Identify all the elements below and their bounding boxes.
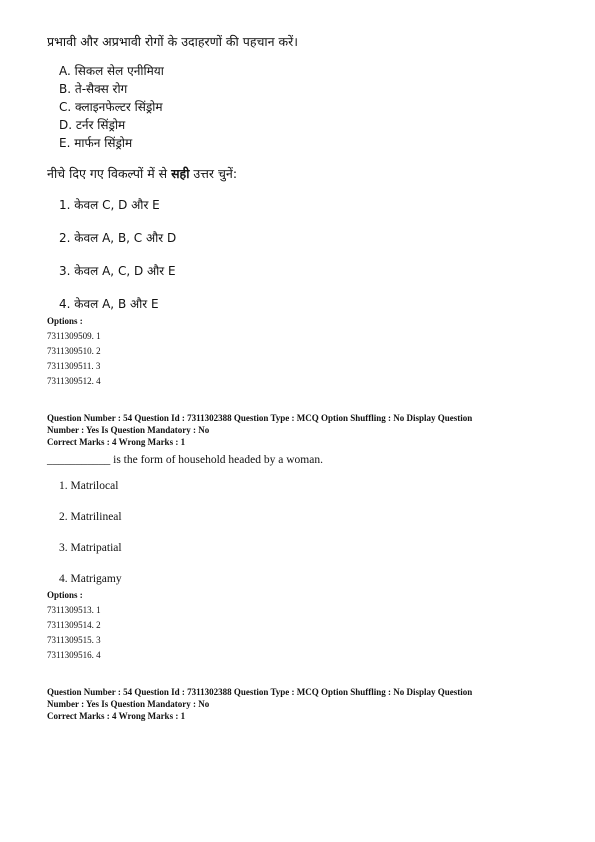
options-header: Options :	[47, 590, 83, 600]
header-line-1: Question Number : 54 Question Id : 7311302388 Question Type : MCQ Option Shuffling : No Display Question	[47, 687, 473, 697]
select-instruction	[47, 165, 237, 182]
item-d: D. टर्नर सिंड्रोम	[59, 118, 126, 132]
item-c: C. क्लाइनफेल्टर सिंड्रोम	[59, 100, 163, 114]
header-line-1: Question Number : 54 Question Id : 7311302388 Question Type : MCQ Option Shuffling : No Display Question	[47, 413, 473, 423]
option-id-2: 7311309510. 2	[47, 346, 101, 356]
question-53-stem: प्रभावी और अप्रभावी रोगों के उदाहरणों की पहचान करें।	[47, 34, 299, 49]
choice-1: 1. केवल C, D और E	[59, 198, 160, 212]
option-id-4: 7311309516. 4	[47, 650, 101, 660]
choice-2: 2. Matrilineal	[59, 511, 122, 523]
option-id-4: 7311309512. 4	[47, 376, 101, 386]
option-id-1: 7311309513. 1	[47, 605, 101, 615]
question-54-hindi-header	[47, 686, 557, 722]
select-prefix: नीचे दिए गए विकल्पों में से	[47, 166, 172, 181]
question-53-options	[47, 314, 101, 389]
select-bold-word: सही	[171, 166, 190, 181]
header-line-3: Correct Marks : 4 Wrong Marks : 1	[47, 711, 186, 721]
header-line-2: Number : Yes Is Question Mandatory : No	[47, 425, 210, 435]
item-e: E. मार्फन सिंड्रोम	[59, 136, 133, 150]
option-id-3: 7311309511. 3	[47, 361, 101, 371]
option-id-2: 7311309514. 2	[47, 620, 101, 630]
question-53-items	[59, 62, 164, 152]
question-54-options	[47, 588, 101, 663]
question-54-header	[47, 412, 557, 448]
option-id-1: 7311309509. 1	[47, 331, 101, 341]
choice-4: 4. Matrigamy	[59, 573, 122, 585]
options-header: Options :	[47, 316, 83, 326]
choice-4: 4. केवल A, B और E	[59, 297, 159, 311]
item-a: A. सिकल सेल एनीमिया	[59, 64, 164, 78]
choice-2: 2. केवल A, B, C और D	[59, 231, 177, 245]
choice-3: 3. केवल A, C, D और E	[59, 264, 176, 278]
choice-1: 1. Matrilocal	[59, 480, 119, 492]
item-b: B. ते-सैक्स रोग	[59, 82, 128, 96]
question-54-stem: ___________ is the form of household headed by a woman.	[47, 454, 323, 466]
option-id-3: 7311309515. 3	[47, 635, 101, 645]
select-suffix: उत्तर चुनें:	[189, 166, 238, 181]
header-line-2: Number : Yes Is Question Mandatory : No	[47, 699, 210, 709]
header-line-3: Correct Marks : 4 Wrong Marks : 1	[47, 437, 186, 447]
choice-3: 3. Matripatial	[59, 542, 122, 554]
